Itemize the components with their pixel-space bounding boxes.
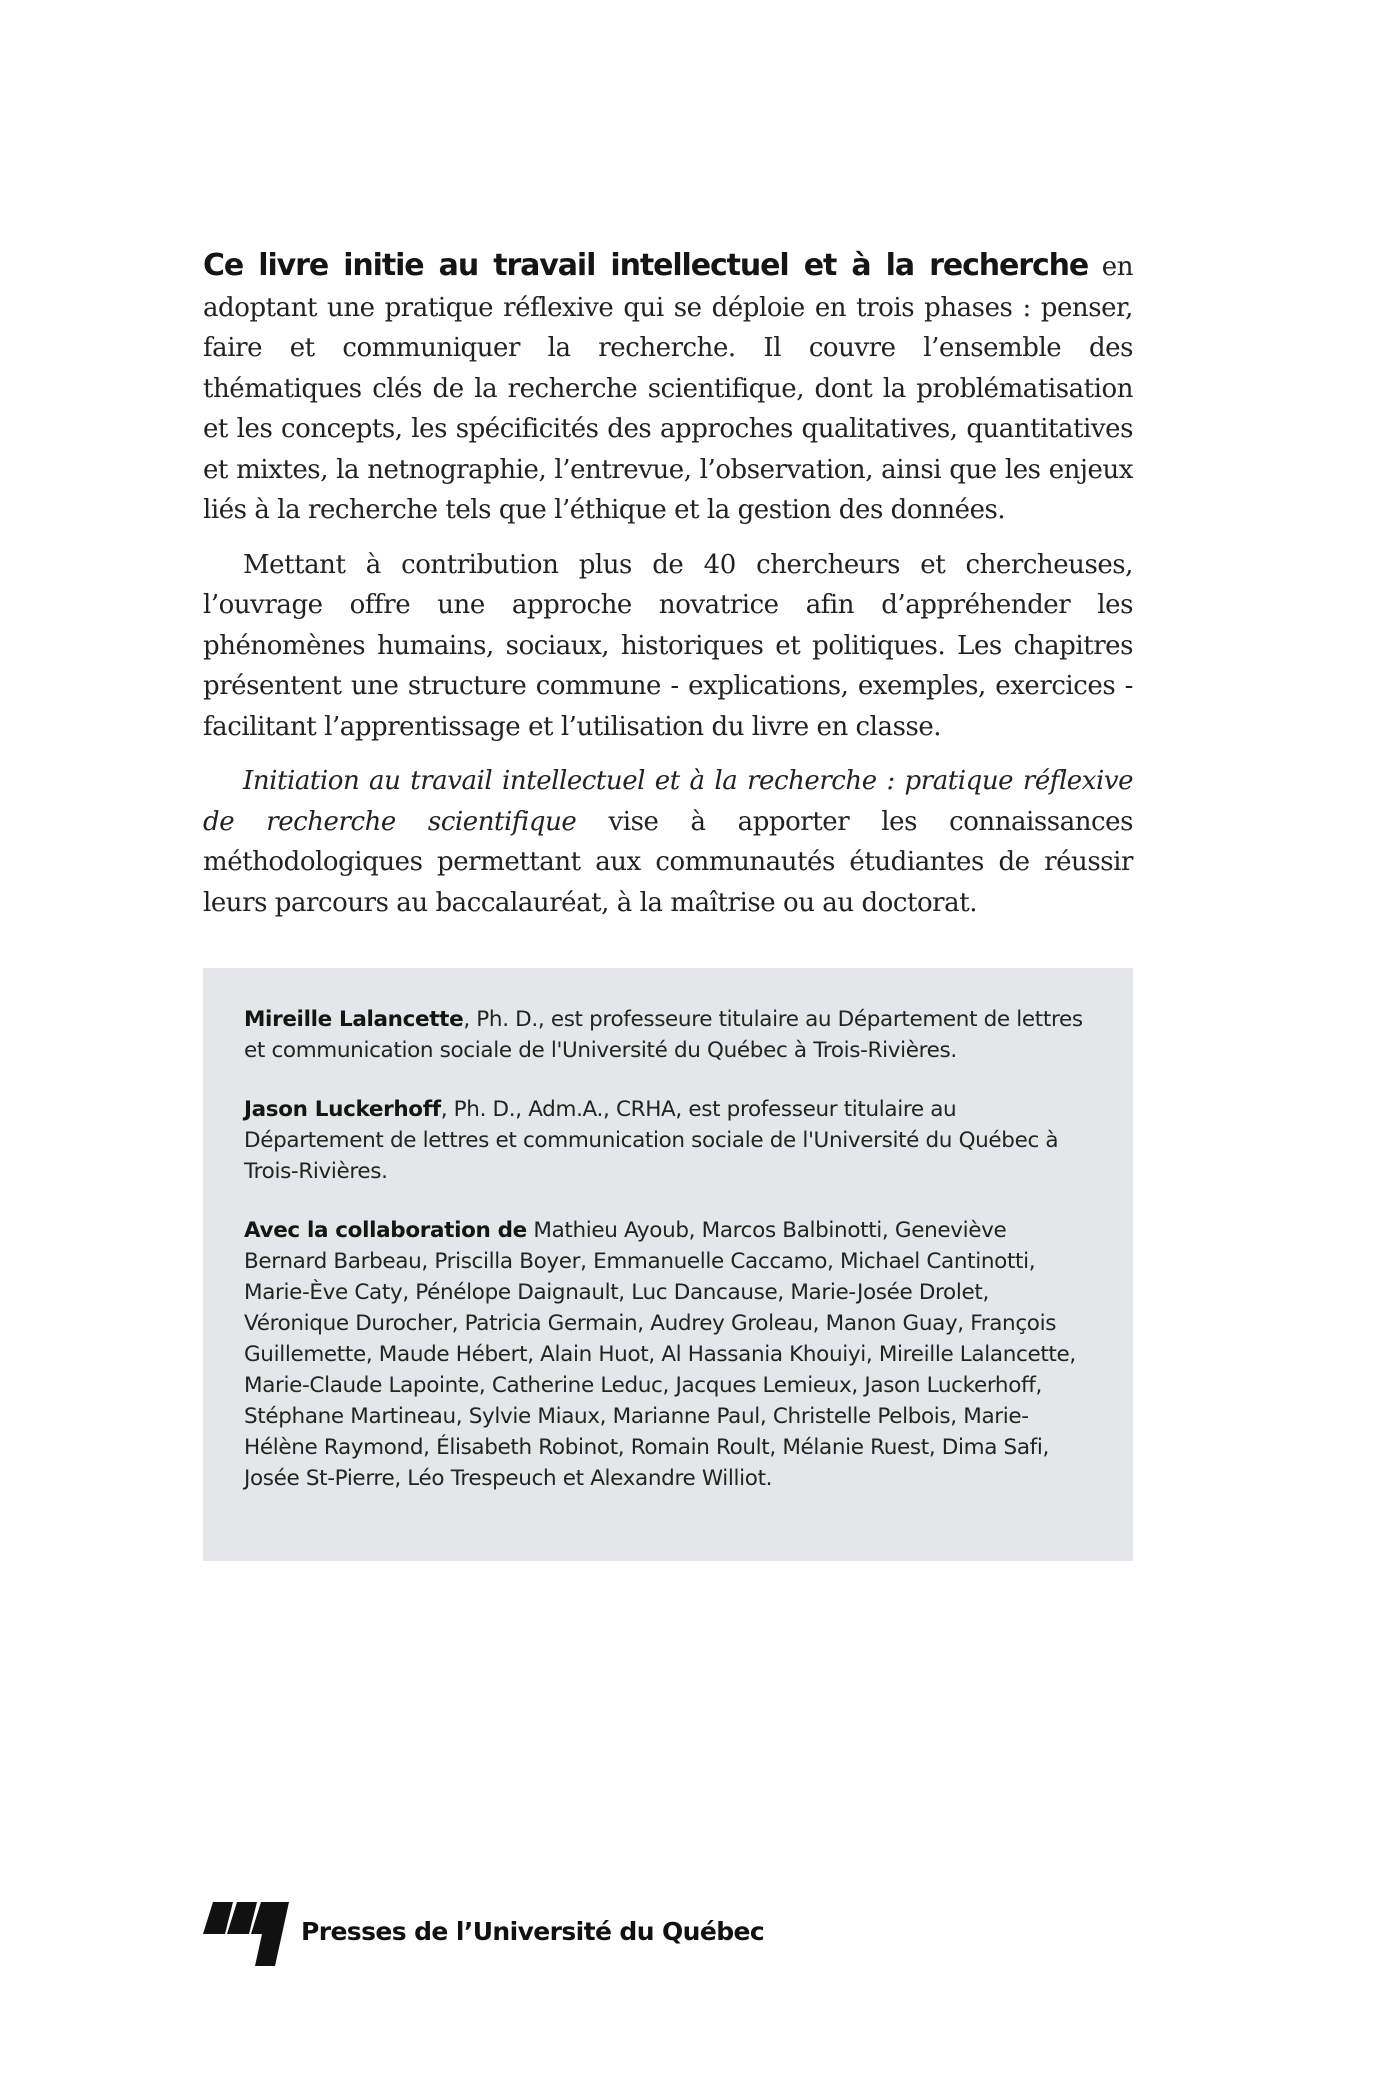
author-name-2: Jason Luckerhoff	[244, 1097, 441, 1122]
description-paragraph-1	[203, 246, 1133, 531]
description-paragraph-1-text: en adoptant une pratique réflexive qui se déploie en trois phases : penser, faire et communiquer la recherche. Il couvre l’ensemble des thématiques clés de la recherche scientifique, dont la problématisation et les concepts, les spécificités des approches qualitatives, quantitatives et mixtes, la netnographie, l’entrevue, l’observation, ainsi que les enjeux liés à la recherche tels que l’éthique et la gestion des données.	[203, 252, 1133, 525]
description-paragraph-2: Mettant à contribution plus de 40 chercheurs et chercheuses, l’ouvrage offre une approche novatrice afin d’appréhender les phénomènes humains, sociaux, historiques et politiques. Les chapitres présentent une structure commune - explications, exemples, exercices - facilitant l’apprentissage et l’utilisation du livre en classe.	[203, 549, 1133, 742]
author-bio-text-1: , Ph. D., est professeure titulaire au Département de lettres et communication sociale de l'Université du Québec à Trois-Rivières.	[244, 1007, 1083, 1063]
puq-logo-icon	[203, 1902, 289, 1966]
author-bio-1	[244, 1004, 1093, 1066]
description-lead: Ce livre initie au travail intellectuel et à la recherche	[203, 248, 1089, 283]
publisher	[203, 1902, 764, 1966]
book-title-italic: Initiation au travail intellectuel et à la recherche : pratique réflexive de recherche scientifique	[203, 766, 1133, 837]
description-paragraph-3-text: vise à apporter les connaissances méthodologiques permettant aux communautés étudiantes de réussir leurs parcours au baccalauréat, à la maîtrise ou au doctorat.	[203, 806, 1133, 918]
author-bio-text-2: , Ph. D., Adm.A., CRHA, est professeur titulaire au Département de lettres et communication sociale de l'Université du Québec à Trois-Rivières.	[244, 1097, 1059, 1184]
description-paragraph-3	[203, 761, 1133, 923]
author-bio-2	[244, 1094, 1093, 1187]
collaborators-label: Avec la collaboration de	[244, 1218, 527, 1243]
book-description	[203, 246, 1133, 937]
publisher-name: Presses de l’Université du Québec	[301, 1916, 765, 1946]
collaborators-names: Mathieu Ayoub, Marcos Balbinotti, Geneviève Bernard Barbeau, Priscilla Boyer, Emmanuelle Caccamo, Michael Cantinotti, Marie-Ève Caty, Pénélope Daignault, Luc Dancause, Marie-Josée Drolet, Véronique Durocher, Patricia Germain, Audrey Groleau, Manon Guay, François Guillemette, Maude Hébert, Alain Huot, Al Hassania Khouiyi, Mireille Lalancette, Marie-Claude Lapointe, Catherine Leduc, Jacques Lemieux, Jason Luckerhoff, Stéphane Martineau, Sylvie Miaux, Marianne Paul, Christelle Pelbois, Marie-Hélène Raymond, Élisabeth Robinot, Romain Roult, Mélanie Ruest, Dima Safi, Josée St-Pierre, Léo Trespeuch et Alexandre Williot.	[244, 1218, 1076, 1491]
authors-box	[203, 968, 1133, 1561]
author-name-1: Mireille Lalancette	[244, 1007, 464, 1032]
collaborators	[244, 1215, 1093, 1494]
